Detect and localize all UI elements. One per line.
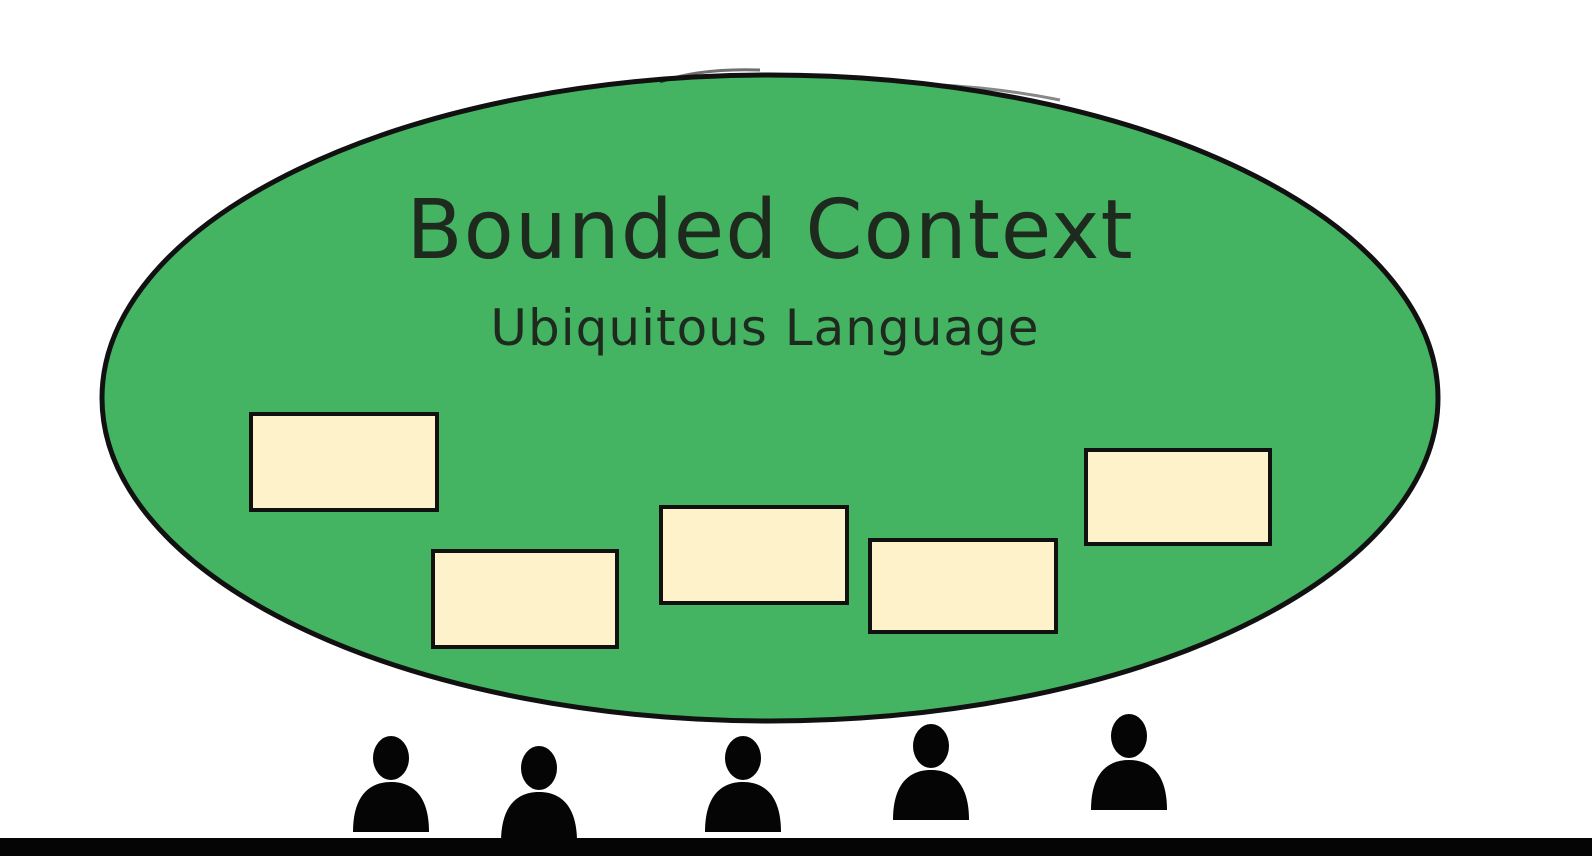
bounded-context-ellipse <box>102 70 1438 721</box>
concept-box <box>251 414 437 510</box>
person-icon <box>1091 714 1167 810</box>
person-icon <box>501 746 577 842</box>
bounded-context-title: Bounded Context <box>406 183 1134 278</box>
concept-box <box>1086 450 1270 544</box>
bottom-bar <box>0 838 1592 856</box>
concept-box <box>661 507 847 603</box>
team-members <box>353 714 1167 842</box>
person-icon <box>705 736 781 832</box>
ubiquitous-language-subtitle: Ubiquitous Language <box>490 299 1040 357</box>
person-icon <box>893 724 969 820</box>
concept-box <box>870 540 1056 632</box>
person-icon <box>353 736 429 832</box>
concept-box <box>433 551 617 647</box>
